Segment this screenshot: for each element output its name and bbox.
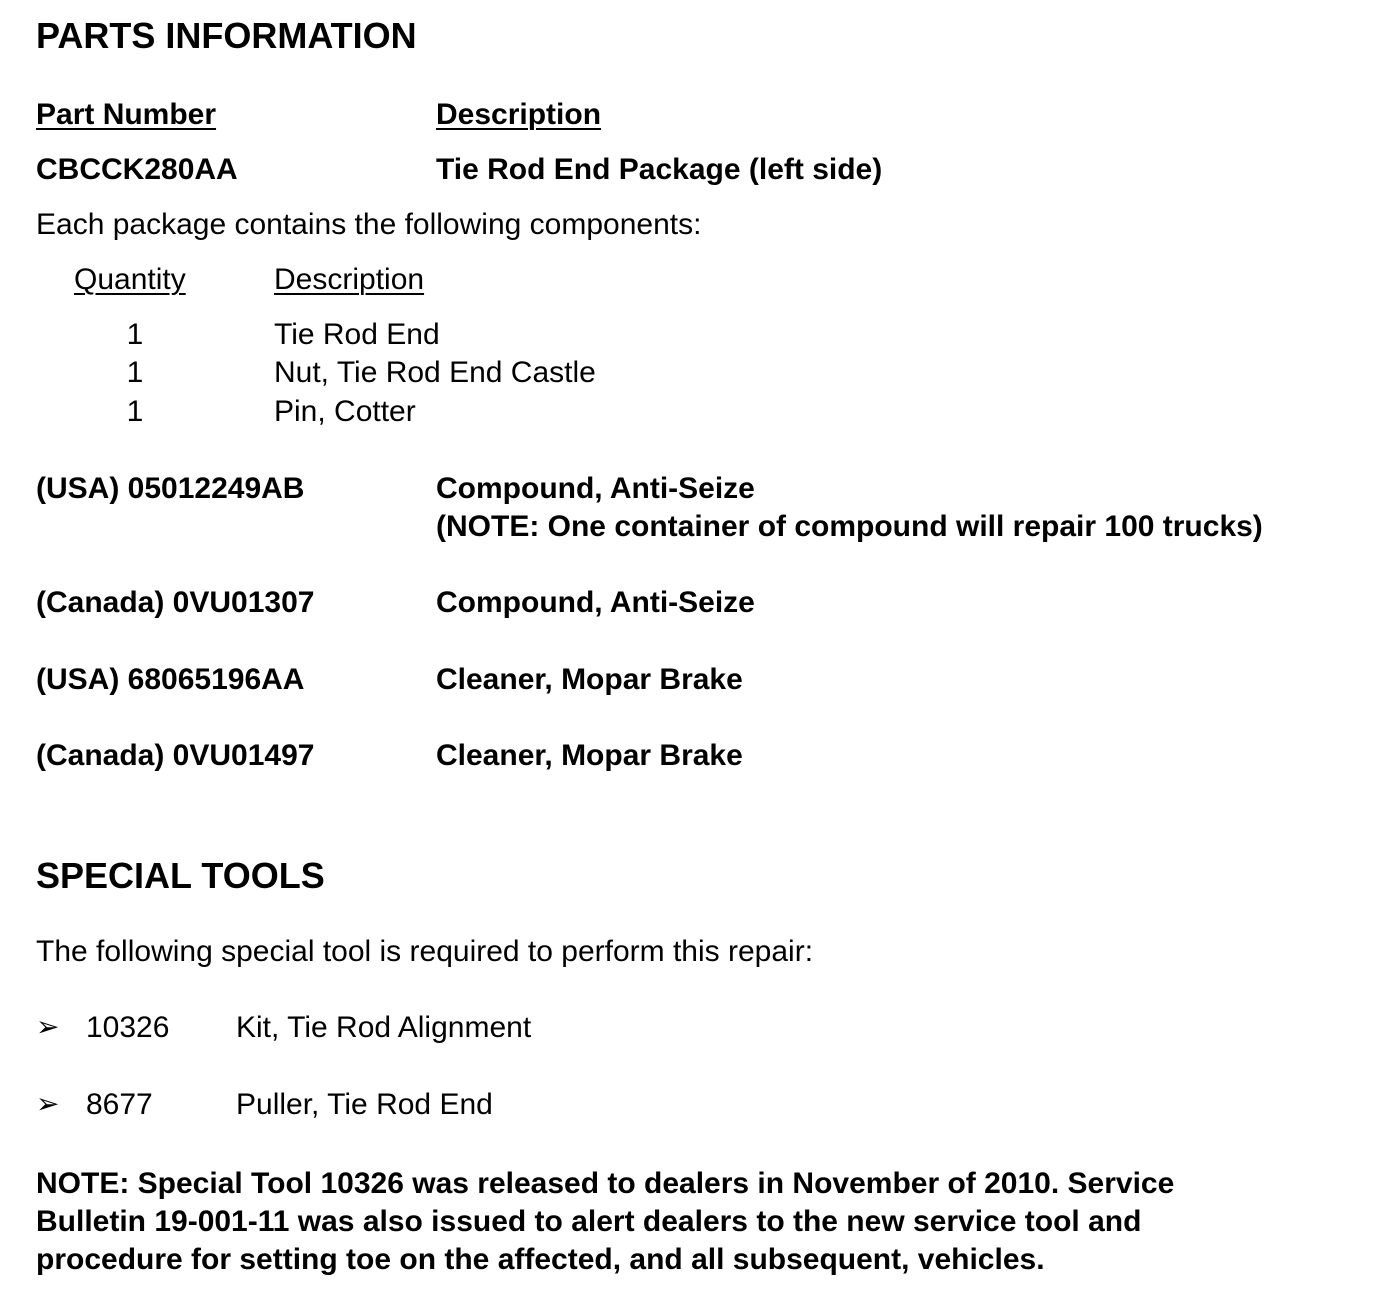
- package-part-number: CBCCK280AA: [36, 153, 238, 186]
- tool-description: Kit, Tie Rod Alignment: [236, 1011, 532, 1044]
- part-description: Compound, Anti-Seize: [436, 472, 755, 505]
- component-quantity: 1: [126, 395, 144, 428]
- tool-description: Puller, Tie Rod End: [236, 1088, 493, 1121]
- arrow-bullet-icon: ➢: [36, 1088, 60, 1119]
- part-description: Cleaner, Mopar Brake: [436, 663, 743, 696]
- package-description: Tie Rod End Package (left side): [436, 153, 883, 186]
- arrow-bullet-icon: ➢: [36, 1011, 60, 1042]
- description-column-header: Description: [436, 98, 602, 131]
- component-description-column-header: Description: [274, 263, 425, 296]
- part-description: Compound, Anti-Seize: [436, 586, 755, 619]
- part-note: (NOTE: One container of compound will repair 100 trucks): [436, 510, 1263, 543]
- component-quantity: 1: [126, 356, 144, 389]
- part-number: (Canada) 0VU01497: [36, 739, 315, 772]
- part-number: (USA) 05012249AB: [36, 472, 305, 505]
- note-line: Bulletin 19-001-11 was also issued to alert dealers to the new service tool and: [36, 1205, 1142, 1238]
- component-description: Tie Rod End: [274, 318, 440, 351]
- tool-number: 10326: [86, 1011, 170, 1044]
- part-number-column-header: Part Number: [36, 98, 217, 131]
- quantity-column-header: Quantity: [74, 263, 186, 296]
- component-description: Pin, Cotter: [274, 395, 416, 428]
- special-tool-note: [36, 1165, 1356, 1279]
- special-tools-heading: SPECIAL TOOLS: [36, 855, 325, 896]
- component-description: Nut, Tie Rod End Castle: [274, 356, 596, 389]
- tool-number: 8677: [86, 1088, 153, 1121]
- special-tools-intro: The following special tool is required to perform this repair:: [36, 935, 814, 968]
- note-line: NOTE: Special Tool 10326 was released to dealers in November of 2010. Service: [36, 1167, 1175, 1200]
- component-quantity: 1: [126, 318, 144, 351]
- note-line: procedure for setting toe on the affected, and all subsequent, vehicles.: [36, 1243, 1045, 1276]
- package-contents-intro: Each package contains the following components:: [36, 208, 702, 241]
- part-description: Cleaner, Mopar Brake: [436, 739, 743, 772]
- part-number: (Canada) 0VU01307: [36, 586, 315, 619]
- parts-information-heading: PARTS INFORMATION: [36, 15, 417, 56]
- part-number: (USA) 68065196AA: [36, 663, 305, 696]
